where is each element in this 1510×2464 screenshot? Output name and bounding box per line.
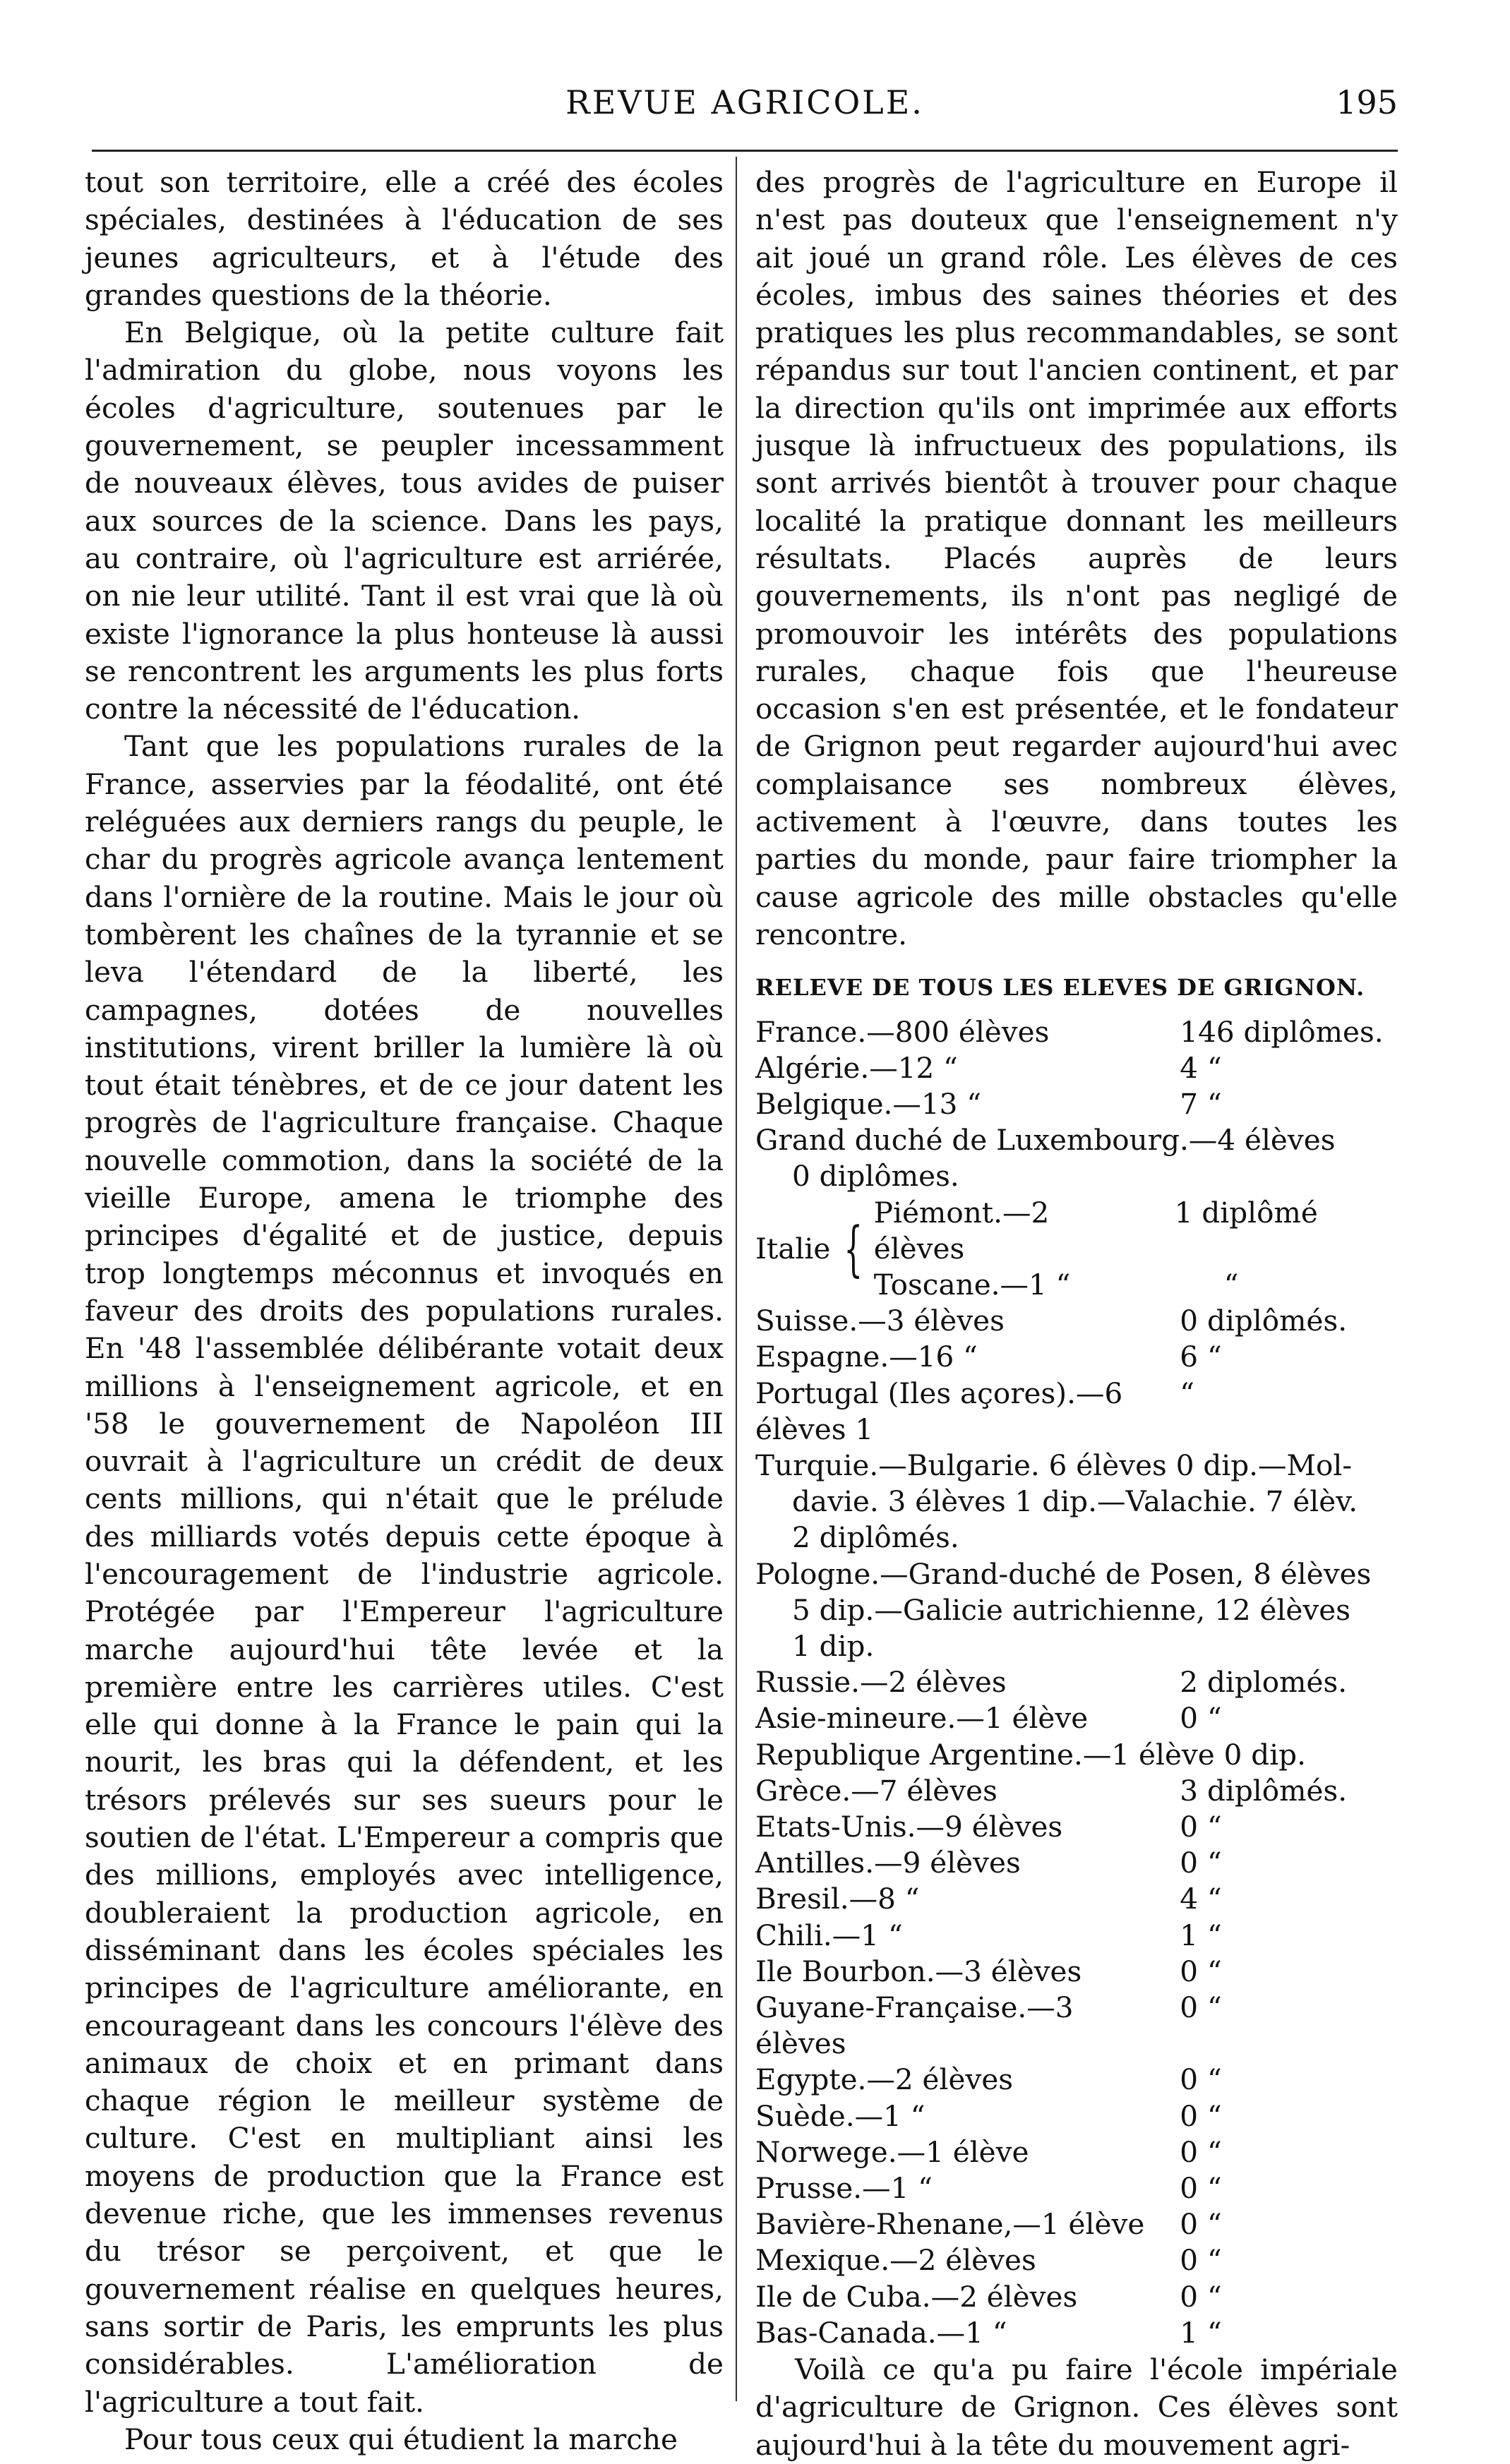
- diploma-count: 0 “: [1180, 2134, 1222, 2169]
- table-row: [755, 2170, 1398, 2206]
- country-entry: Russie.—2 élèves: [755, 1665, 1007, 1700]
- paragraph: En Belgique, où la petite culture fait l'admiration du globe, nous voyons les écoles d'agriculture, soutenues par le gouvernement, se peupler incessamment de nouveaux élèves, tous avides de puiser aux sources de la science. Dans les pays, au contraire, où l'agriculture est arriérée, on nie leur utilité. Tant il est vrai que là où existe l'ignorance la plus honteuse là aussi se rencontrent les arguments les plus forts contre la nécessité de l'éducation.: [85, 315, 724, 726]
- country-entry: Mexique.—2 élèves: [755, 2243, 1036, 2278]
- diploma-count: 0 “: [1180, 2171, 1222, 2206]
- paragraph: des progrès de l'agriculture en Europe il n'est pas douteux que l'enseignement n'y ait joué un grand rôle. Les élèves de ces écoles, imbus des saines théories et des pratiques les plus recommandables, se sont répandus sur tout l'ancien continent, et par la direction qu'ils ont imprimée aux efforts jusque là infructueux des populations, ils sont arrivés bientôt à trouver pour chaque localité la pratique donnant les meilleurs résultats. Placés auprès de leurs gouvernements, ils n'ont pas negligé de promouvoir les intérêts des populations rurales, chaque fois que l'heureuse occasion s'en est présentée, et le fondateur de Grignon peut regarder aujourd'hui avec complaisance ses nombreux élèves, activement à l'œuvre, dans toutes les parties du monde, paur faire triompher la cause agricole des mille obstacles qu'elle rencontre.: [755, 165, 1398, 951]
- diploma-count: 0 “: [1180, 2243, 1222, 2278]
- diploma-count: 146 diplômes.: [1180, 1014, 1384, 1049]
- country-entry: Egypte.—2 élèves: [755, 2062, 1014, 2097]
- table-row: [755, 1376, 1398, 1448]
- table-row: [755, 2062, 1398, 2098]
- country-entry: Ile de Cuba.—2 élèves: [755, 2279, 1078, 2314]
- table-row: [755, 1303, 1398, 1339]
- diploma-count: 0 “: [1180, 1954, 1222, 1988]
- table-row: [755, 1737, 1398, 1773]
- diploma-count: 4 “: [1180, 1050, 1222, 1085]
- table-row: [755, 1845, 1398, 1881]
- table-entry: 0 diplômes.: [792, 1159, 959, 1194]
- table-row: [755, 1122, 1398, 1158]
- table-row: [755, 1448, 1398, 1484]
- diploma-count: 1 diplômé: [1174, 1195, 1318, 1230]
- country-entry: Prusse.—1 “: [755, 2171, 933, 2206]
- table-entry: 5 dip.—Galicie autrichienne, 12 élèves: [792, 1592, 1351, 1627]
- diploma-count: 0 “: [1180, 1846, 1222, 1880]
- table-row: [755, 1086, 1398, 1122]
- country-entry: Norwege.—1 élève: [755, 2134, 1029, 2169]
- table-row: [755, 2242, 1398, 2278]
- diploma-count: 1 “: [1180, 1918, 1222, 1952]
- country-label: Italie: [755, 1231, 831, 1266]
- country-entry: France.—800 élèves: [755, 1014, 1050, 1049]
- diploma-count: 0 diplômés.: [1180, 1304, 1348, 1338]
- header-rule: [92, 150, 1398, 152]
- table-entry: 2 diplômés.: [792, 1520, 959, 1555]
- diploma-count: 0 “: [1180, 2062, 1222, 2097]
- country-entry: Asie-mineure.—1 élève: [755, 1701, 1089, 1736]
- table-title: RELEVE DE TOUS LES ELEVES DE GRIGNON.: [755, 974, 1365, 1002]
- table-row: [755, 1881, 1398, 1917]
- diploma-count: 0 “: [1180, 1810, 1222, 1844]
- table-row: [755, 1918, 1398, 1954]
- country-entry: Etats-Unis.—9 élèves: [755, 1810, 1063, 1844]
- table-row: [755, 2279, 1398, 2315]
- italie-cell: [755, 1195, 1398, 1304]
- diploma-count: “: [1180, 1376, 1195, 1410]
- diploma-count: 6 “: [1180, 1340, 1222, 1374]
- table-row: [755, 1592, 1398, 1628]
- diploma-count: 0 “: [1180, 1990, 1222, 2025]
- region-entry: Toscane.—1 “: [873, 1267, 1071, 1302]
- students-table: [755, 1014, 1398, 2352]
- country-entry: Guyane-Française.—3 élèves: [755, 1990, 1074, 2061]
- country-entry: Portugal (Iles açores).—6 élèves 1: [755, 1376, 1123, 1446]
- country-entry: Suisse.—3 élèves: [755, 1304, 1005, 1338]
- table-entry: Republique Argentine.—1 élève 0 dip.: [755, 1737, 1306, 1772]
- diploma-count: 3 diplômés.: [1180, 1773, 1348, 1808]
- page-number: 195: [1336, 83, 1398, 121]
- table-row: [755, 1339, 1398, 1375]
- journal-title: REVUE AGRICOLE.: [565, 83, 924, 121]
- table-row: [755, 1195, 1398, 1304]
- country-entry: Bavière-Rhenane,—1 élève: [755, 2207, 1145, 2242]
- table-entry: davie. 3 élèves 1 dip.—Valachie. 7 élèv.: [792, 1484, 1358, 1519]
- table-row: [755, 2315, 1398, 2351]
- table-row: [755, 1484, 1398, 1520]
- paragraph: Pour tous ceux qui étudient la marche: [124, 2422, 678, 2456]
- running-header: [92, 83, 1398, 140]
- diploma-count: 1 “: [1180, 2315, 1222, 2350]
- table-row: [755, 1520, 1398, 1556]
- diploma-count: 0 “: [1180, 2098, 1222, 2133]
- country-entry: Algérie.—12 “: [755, 1050, 958, 1085]
- table-row: [755, 1664, 1398, 1700]
- table-row: [755, 1700, 1398, 1736]
- country-entry: Espagne.—16 “: [755, 1340, 978, 1374]
- diploma-count: “: [1223, 1267, 1239, 1302]
- table-row: [874, 1195, 1398, 1267]
- table-row: [755, 1954, 1398, 1990]
- country-entry: Bresil.—8 “: [755, 1882, 920, 1916]
- diploma-count: 7 “: [1180, 1086, 1222, 1121]
- paragraph: Tant que les populations rurales de la France, asservies par la féodalité, ont été reléguées aux derniers rangs du peuple, le char du progrès agricole avança lentement dans l'ornière de la routine. Mais le jour où tombèrent les chaînes de la tyrannie et se leva l'étendard de la liberté, les campagnes, dotées de nouvelles institutions, virent briller la lumière là où tout était ténèbres, et de ce jour datent les progrès de l'agriculture française. Chaque nouvelle commotion, dans la société de la vieille Europe, amena le triomphe des principes d'égalité et de justice, depuis trop longtemps méconnus et invoqués en faveur des droits des populations rurales. En '48 l'assemblée délibérante votait deux millions à l'enseignement agricole, et en '58 le gouvernement de Napoléon III ouvrait à l'agriculture un crédit de deux cents millions, qui n'était que le prélude des milliards votés depuis cette époque à l'encouragement de l'industrie agricole. Protégée par l'Empereur l'agriculture marche aujourd'hui tête levée et la première entre les carrières utiles. C'est elle qui donne à la France le pain qui la nourit, les bras qui la défendent, et les trésors prélevés sur ses sueurs pour le soutien de l'état. L'Empereur a compris que des millions, employés avec intelligence, doubleraient la production agricole, en disséminant dans les écoles spéciales les principes de l'agriculture améliorante, en encourageant dans les concours l'élève des animaux de choix et en primant dans chaque région le meilleur système de culture. C'est en multipliant ainsi les moyens de production que la France est devenue riche, que les immenses revenus du trésor se perçoivent, et que le gouvernement réalise en quelques heures, sans sortir de Paris, les emprunts les plus considérables. L'amélioration de l'agriculture a tout fait.: [85, 729, 724, 2419]
- country-entry: Chili.—1 “: [755, 1918, 903, 1952]
- left-column: [85, 164, 724, 2458]
- table-row: [755, 1158, 1398, 1194]
- country-entry: Belgique.—13 “: [755, 1086, 982, 1121]
- table-row: [755, 1014, 1398, 1050]
- table-row: [755, 1809, 1398, 1845]
- country-entry: Ile Bourbon.—3 élèves: [755, 1954, 1082, 1988]
- table-entry: Pologne.—Grand-duché de Posen, 8 élèves: [755, 1556, 1372, 1591]
- table-row: [755, 1773, 1398, 1809]
- table-row: [755, 2098, 1398, 2134]
- diploma-count: 2 diplomés.: [1180, 1665, 1348, 1700]
- region-entry: Piémont.—2 élèves: [873, 1195, 1050, 1266]
- country-entry: Bas-Canada.—1 “: [755, 2315, 1007, 2350]
- table-row: [755, 1556, 1398, 1592]
- diploma-count: 0 “: [1180, 1701, 1222, 1736]
- table-row: [755, 1628, 1398, 1664]
- italie-subregions: [874, 1195, 1398, 1304]
- country-entry: Suède.—1 “: [755, 2098, 925, 2133]
- country-entry: Grèce.—7 élèves: [755, 1773, 997, 1808]
- brace-glyph: {: [844, 1214, 863, 1284]
- table-entry: 1 dip.: [792, 1628, 875, 1663]
- table-entry: Grand duché de Luxembourg.—4 élèves: [755, 1123, 1336, 1158]
- table-entry: Turquie.—Bulgarie. 6 élèves 0 dip.—Mol-: [755, 1448, 1353, 1482]
- diploma-count: 0 “: [1180, 2279, 1222, 2314]
- country-entry: Antilles.—9 élèves: [755, 1846, 1021, 1880]
- table-row: [755, 1990, 1398, 2062]
- column-separator: [736, 157, 737, 2401]
- paragraph: Voilà ce qu'a pu faire l'école impériale d'agriculture de Grignon. Ces élèves sont aujourd'hui à la tête du mouvement agri-: [755, 2352, 1398, 2462]
- table-row: [755, 1050, 1398, 1086]
- table-row: [874, 1267, 1398, 1303]
- italie-group: [755, 1195, 1398, 1304]
- right-column: [755, 164, 1398, 2464]
- diploma-count: 4 “: [1180, 1882, 1222, 1916]
- paragraph: tout son territoire, elle a créé des écoles spéciales, destinées à l'éducation de ses jeunes agriculteurs, et à l'étude des grandes questions de la théorie.: [85, 165, 724, 312]
- diploma-count: 0 “: [1180, 2207, 1222, 2242]
- table-row: [755, 2134, 1398, 2170]
- table-row: [755, 2206, 1398, 2242]
